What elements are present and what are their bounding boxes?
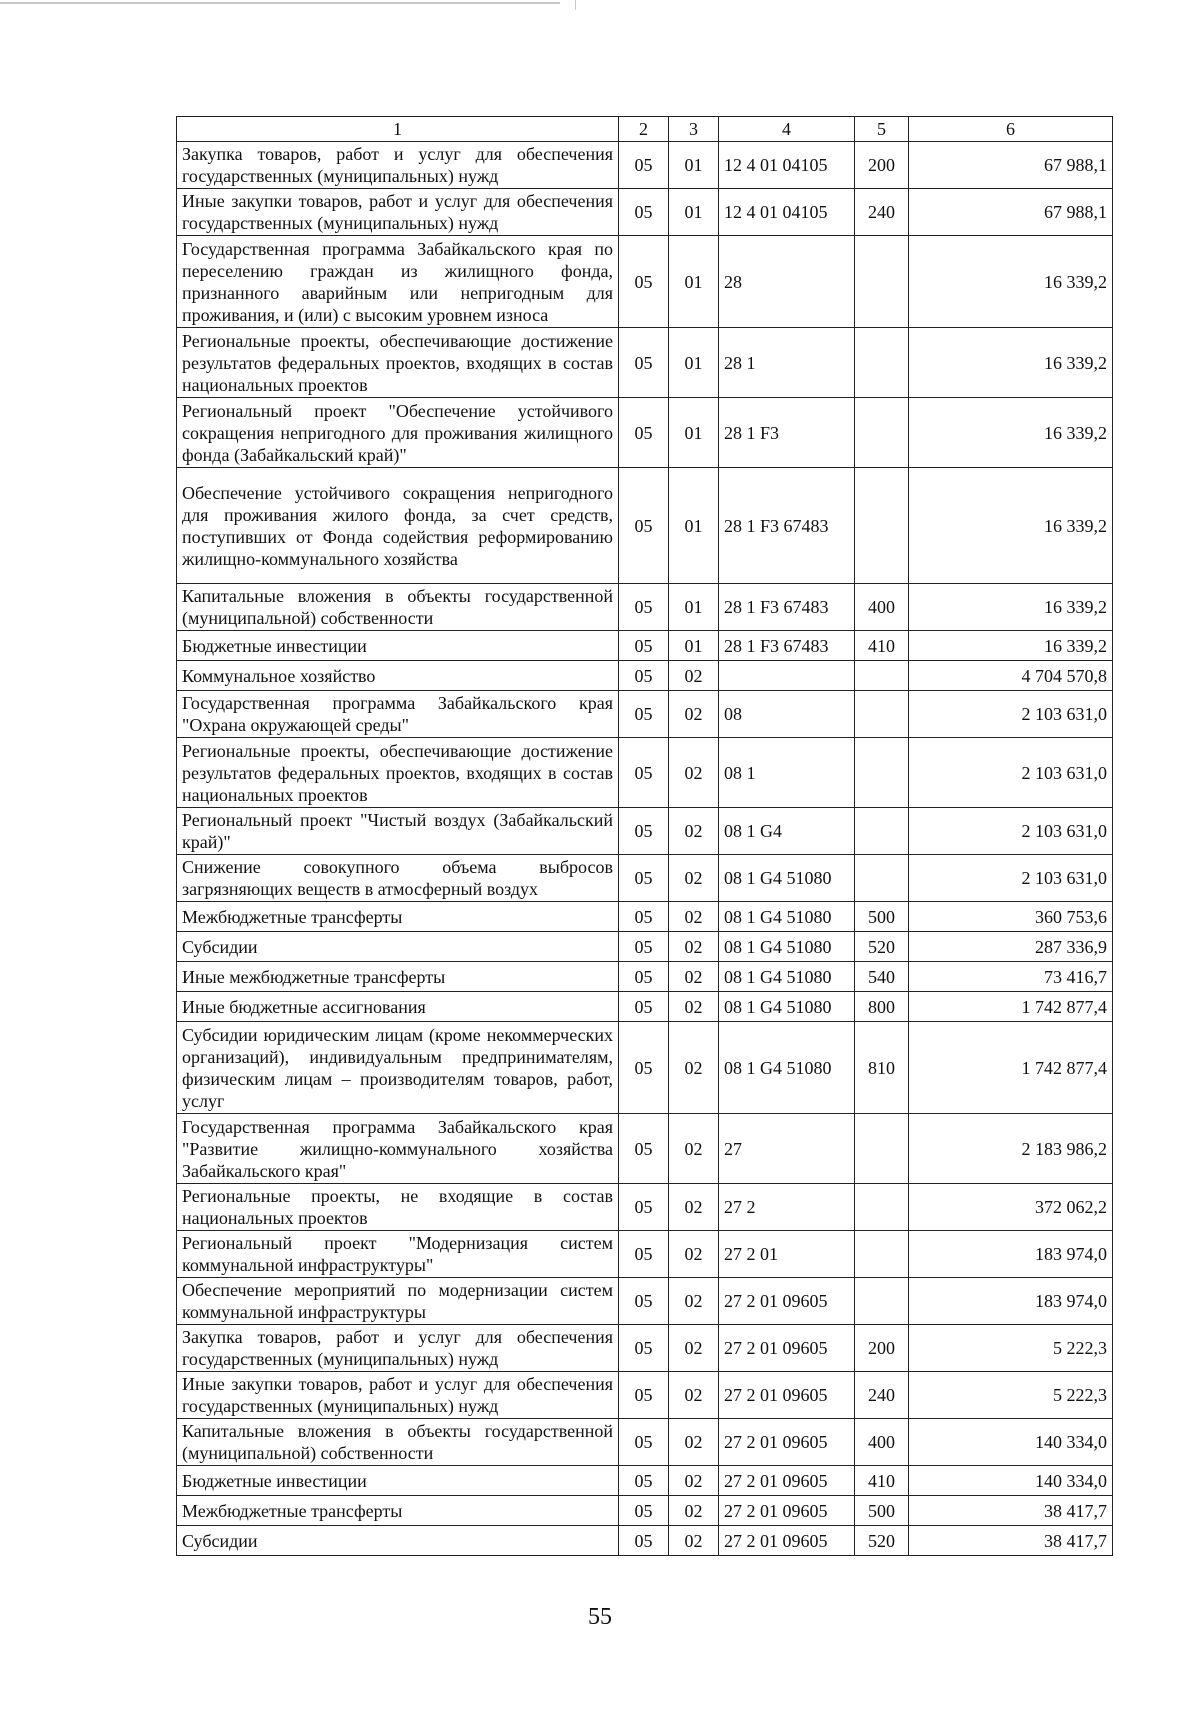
row-target-article-cell: 27 2 01 09605 xyxy=(719,1325,855,1372)
row-section-cell: 05 xyxy=(619,584,669,631)
row-name-cell: Иные межбюджетные трансферты xyxy=(177,962,619,992)
row-subsection-cell: 02 xyxy=(669,992,719,1022)
budget-table-body xyxy=(177,117,1113,1556)
table-row xyxy=(177,142,1113,189)
scan-border-line xyxy=(0,2,560,4)
row-amount-cell: 38 417,7 xyxy=(909,1496,1113,1526)
row-subsection-cell: 02 xyxy=(669,1184,719,1231)
row-subsection-cell: 02 xyxy=(669,1372,719,1419)
row-amount-cell: 2 103 631,0 xyxy=(909,808,1113,855)
row-section-cell: 05 xyxy=(619,1526,669,1556)
row-expense-type-cell: 500 xyxy=(855,1496,909,1526)
page-number: 55 xyxy=(588,1604,612,1630)
row-subsection-cell: 02 xyxy=(669,661,719,691)
row-target-article-cell: 27 2 01 xyxy=(719,1231,855,1278)
header-cell-col2: 2 xyxy=(619,117,669,142)
table-row xyxy=(177,1184,1113,1231)
row-amount-cell: 16 339,2 xyxy=(909,398,1113,468)
row-subsection-cell: 02 xyxy=(669,1466,719,1496)
row-amount-cell: 73 416,7 xyxy=(909,962,1113,992)
row-subsection-cell: 01 xyxy=(669,631,719,661)
row-expense-type-cell: 400 xyxy=(855,1419,909,1466)
row-target-article-cell: 08 1 G4 51080 xyxy=(719,1022,855,1114)
row-expense-type-cell xyxy=(855,661,909,691)
row-target-article-cell: 08 1 G4 51080 xyxy=(719,932,855,962)
row-section-cell: 05 xyxy=(619,1278,669,1325)
row-section-cell: 05 xyxy=(619,962,669,992)
row-expense-type-cell: 500 xyxy=(855,902,909,932)
row-target-article-cell: 08 1 G4 51080 xyxy=(719,855,855,902)
table-row xyxy=(177,661,1113,691)
row-expense-type-cell: 200 xyxy=(855,142,909,189)
row-name-cell: Государственная программа Забайкальского края "Развитие жилищно-коммунального хозяйства Забайкальского края" xyxy=(177,1114,619,1184)
table-row xyxy=(177,992,1113,1022)
budget-table xyxy=(176,116,1113,1556)
row-amount-cell: 16 339,2 xyxy=(909,631,1113,661)
row-subsection-cell: 02 xyxy=(669,691,719,738)
table-row xyxy=(177,631,1113,661)
row-amount-cell: 67 988,1 xyxy=(909,189,1113,236)
row-name-cell: Иные закупки товаров, работ и услуг для обеспечения государственных (муниципальных) нужд xyxy=(177,1372,619,1419)
row-subsection-cell: 01 xyxy=(669,328,719,398)
row-amount-cell: 372 062,2 xyxy=(909,1184,1113,1231)
row-target-article-cell: 27 2 01 09605 xyxy=(719,1526,855,1556)
row-expense-type-cell xyxy=(855,1278,909,1325)
row-target-article-cell: 27 2 01 09605 xyxy=(719,1496,855,1526)
table-row xyxy=(177,328,1113,398)
row-subsection-cell: 02 xyxy=(669,1496,719,1526)
row-section-cell: 05 xyxy=(619,855,669,902)
row-name-cell: Региональные проекты, обеспечивающие достижение результатов федеральных проектов, входящих в состав национальных проектов xyxy=(177,328,619,398)
table-row xyxy=(177,855,1113,902)
table-row xyxy=(177,1496,1113,1526)
row-amount-cell: 183 974,0 xyxy=(909,1278,1113,1325)
row-section-cell: 05 xyxy=(619,189,669,236)
row-amount-cell: 360 753,6 xyxy=(909,902,1113,932)
row-target-article-cell: 28 1 F3 67483 xyxy=(719,468,855,584)
row-target-article-cell: 08 1 G4 xyxy=(719,808,855,855)
row-section-cell: 05 xyxy=(619,1419,669,1466)
table-row xyxy=(177,1325,1113,1372)
header-cell-col3: 3 xyxy=(669,117,719,142)
table-row xyxy=(177,962,1113,992)
table-row xyxy=(177,236,1113,328)
scan-tick-mark xyxy=(575,0,576,10)
row-amount-cell: 67 988,1 xyxy=(909,142,1113,189)
row-subsection-cell: 02 xyxy=(669,962,719,992)
table-row xyxy=(177,1278,1113,1325)
table-header-row xyxy=(177,117,1113,142)
table-row xyxy=(177,808,1113,855)
row-expense-type-cell xyxy=(855,1114,909,1184)
row-section-cell: 05 xyxy=(619,902,669,932)
row-name-cell: Капитальные вложения в объекты государственной (муниципальной) собственности xyxy=(177,1419,619,1466)
row-subsection-cell: 02 xyxy=(669,902,719,932)
row-section-cell: 05 xyxy=(619,992,669,1022)
row-subsection-cell: 02 xyxy=(669,808,719,855)
row-name-cell: Межбюджетные трансферты xyxy=(177,1496,619,1526)
row-target-article-cell: 28 1 xyxy=(719,328,855,398)
row-name-cell: Иные бюджетные ассигнования xyxy=(177,992,619,1022)
row-amount-cell: 2 103 631,0 xyxy=(909,738,1113,808)
row-name-cell: Бюджетные инвестиции xyxy=(177,1466,619,1496)
row-subsection-cell: 02 xyxy=(669,1526,719,1556)
row-name-cell: Региональные проекты, не входящие в состав национальных проектов xyxy=(177,1184,619,1231)
row-expense-type-cell: 410 xyxy=(855,1466,909,1496)
row-section-cell: 05 xyxy=(619,631,669,661)
row-target-article-cell: 08 1 G4 51080 xyxy=(719,902,855,932)
row-section-cell: 05 xyxy=(619,1466,669,1496)
row-section-cell: 05 xyxy=(619,1184,669,1231)
row-expense-type-cell: 400 xyxy=(855,584,909,631)
row-subsection-cell: 01 xyxy=(669,236,719,328)
row-name-cell: Региональный проект "Модернизация систем коммунальной инфраструктуры" xyxy=(177,1231,619,1278)
row-target-article-cell: 12 4 01 04105 xyxy=(719,189,855,236)
row-section-cell: 05 xyxy=(619,691,669,738)
row-amount-cell: 2 103 631,0 xyxy=(909,691,1113,738)
table-row xyxy=(177,1419,1113,1466)
row-section-cell: 05 xyxy=(619,661,669,691)
header-cell-col6: 6 xyxy=(909,117,1113,142)
row-expense-type-cell xyxy=(855,855,909,902)
table-row xyxy=(177,1526,1113,1556)
table-row xyxy=(177,398,1113,468)
row-subsection-cell: 01 xyxy=(669,142,719,189)
row-subsection-cell: 01 xyxy=(669,398,719,468)
row-expense-type-cell: 240 xyxy=(855,1372,909,1419)
row-section-cell: 05 xyxy=(619,932,669,962)
row-name-cell: Закупка товаров, работ и услуг для обеспечения государственных (муниципальных) нужд xyxy=(177,142,619,189)
header-cell-col5: 5 xyxy=(855,117,909,142)
row-amount-cell: 140 334,0 xyxy=(909,1419,1113,1466)
row-amount-cell: 287 336,9 xyxy=(909,932,1113,962)
row-expense-type-cell xyxy=(855,1184,909,1231)
table-row xyxy=(177,1022,1113,1114)
row-amount-cell: 16 339,2 xyxy=(909,468,1113,584)
row-expense-type-cell: 200 xyxy=(855,1325,909,1372)
row-target-article-cell xyxy=(719,661,855,691)
table-row xyxy=(177,932,1113,962)
row-section-cell: 05 xyxy=(619,808,669,855)
row-subsection-cell: 02 xyxy=(669,1325,719,1372)
row-target-article-cell: 28 xyxy=(719,236,855,328)
row-amount-cell: 16 339,2 xyxy=(909,584,1113,631)
table-row xyxy=(177,468,1113,584)
table-row xyxy=(177,584,1113,631)
row-subsection-cell: 02 xyxy=(669,1419,719,1466)
row-amount-cell: 16 339,2 xyxy=(909,328,1113,398)
row-amount-cell: 1 742 877,4 xyxy=(909,992,1113,1022)
row-target-article-cell: 28 1 F3 67483 xyxy=(719,584,855,631)
row-amount-cell: 38 417,7 xyxy=(909,1526,1113,1556)
row-section-cell: 05 xyxy=(619,236,669,328)
row-subsection-cell: 02 xyxy=(669,1278,719,1325)
row-expense-type-cell: 540 xyxy=(855,962,909,992)
row-target-article-cell: 27 2 01 09605 xyxy=(719,1419,855,1466)
row-target-article-cell: 27 2 01 09605 xyxy=(719,1278,855,1325)
row-subsection-cell: 01 xyxy=(669,189,719,236)
row-name-cell: Субсидии xyxy=(177,1526,619,1556)
row-name-cell: Региональный проект "Обеспечение устойчивого сокращения непригодного для проживания жилищного фонда (Забайкальский край)" xyxy=(177,398,619,468)
row-target-article-cell: 08 1 G4 51080 xyxy=(719,992,855,1022)
row-target-article-cell: 27 2 01 09605 xyxy=(719,1466,855,1496)
row-subsection-cell: 02 xyxy=(669,1114,719,1184)
row-name-cell: Государственная программа Забайкальского края по переселению граждан из жилищного фонда, признанного аварийным или непригодным для проживания, и (или) с высоким уровнем износа xyxy=(177,236,619,328)
row-section-cell: 05 xyxy=(619,1022,669,1114)
row-amount-cell: 1 742 877,4 xyxy=(909,1022,1113,1114)
row-target-article-cell: 08 1 G4 51080 xyxy=(719,962,855,992)
row-name-cell: Закупка товаров, работ и услуг для обеспечения государственных (муниципальных) нужд xyxy=(177,1325,619,1372)
row-amount-cell: 183 974,0 xyxy=(909,1231,1113,1278)
row-expense-type-cell xyxy=(855,1231,909,1278)
row-section-cell: 05 xyxy=(619,1231,669,1278)
row-name-cell: Обеспечение устойчивого сокращения непригодного для проживания жилого фонда, за счет средств, поступивших от Фонда содействия реформированию жилищно-коммунального хозяйства xyxy=(177,468,619,584)
table-row xyxy=(177,902,1113,932)
row-subsection-cell: 02 xyxy=(669,1022,719,1114)
row-target-article-cell: 12 4 01 04105 xyxy=(719,142,855,189)
row-subsection-cell: 01 xyxy=(669,584,719,631)
row-amount-cell: 4 704 570,8 xyxy=(909,661,1113,691)
header-cell-col1: 1 xyxy=(177,117,619,142)
row-section-cell: 05 xyxy=(619,1496,669,1526)
row-name-cell: Межбюджетные трансферты xyxy=(177,902,619,932)
row-amount-cell: 5 222,3 xyxy=(909,1372,1113,1419)
row-name-cell: Субсидии xyxy=(177,932,619,962)
table-row xyxy=(177,691,1113,738)
table-row xyxy=(177,1372,1113,1419)
row-amount-cell: 2 103 631,0 xyxy=(909,855,1113,902)
row-name-cell: Государственная программа Забайкальского края "Охрана окружающей среды" xyxy=(177,691,619,738)
row-section-cell: 05 xyxy=(619,1325,669,1372)
row-subsection-cell: 02 xyxy=(669,855,719,902)
row-section-cell: 05 xyxy=(619,468,669,584)
row-expense-type-cell xyxy=(855,398,909,468)
row-name-cell: Обеспечение мероприятий по модернизации систем коммунальной инфраструктуры xyxy=(177,1278,619,1325)
row-section-cell: 05 xyxy=(619,142,669,189)
row-name-cell: Региональный проект "Чистый воздух (Забайкальский край)" xyxy=(177,808,619,855)
row-subsection-cell: 02 xyxy=(669,1231,719,1278)
row-target-article-cell: 08 1 xyxy=(719,738,855,808)
row-section-cell: 05 xyxy=(619,398,669,468)
table-row xyxy=(177,189,1113,236)
row-subsection-cell: 02 xyxy=(669,932,719,962)
row-amount-cell: 16 339,2 xyxy=(909,236,1113,328)
row-name-cell: Субсидии юридическим лицам (кроме некоммерческих организаций), индивидуальным предпринимателям, физическим лицам – производителям товаров, работ, услуг xyxy=(177,1022,619,1114)
row-amount-cell: 5 222,3 xyxy=(909,1325,1113,1372)
table-row xyxy=(177,738,1113,808)
row-amount-cell: 140 334,0 xyxy=(909,1466,1113,1496)
header-cell-col4: 4 xyxy=(719,117,855,142)
row-target-article-cell: 28 1 F3 67483 xyxy=(719,631,855,661)
row-expense-type-cell xyxy=(855,468,909,584)
table-row xyxy=(177,1466,1113,1496)
table-row xyxy=(177,1231,1113,1278)
row-amount-cell: 2 183 986,2 xyxy=(909,1114,1113,1184)
row-expense-type-cell: 520 xyxy=(855,1526,909,1556)
row-expense-type-cell: 800 xyxy=(855,992,909,1022)
row-target-article-cell: 27 2 xyxy=(719,1184,855,1231)
row-subsection-cell: 01 xyxy=(669,468,719,584)
row-target-article-cell: 08 xyxy=(719,691,855,738)
row-expense-type-cell xyxy=(855,738,909,808)
row-name-cell: Снижение совокупного объема выбросов загрязняющих веществ в атмосферный воздух xyxy=(177,855,619,902)
row-expense-type-cell: 410 xyxy=(855,631,909,661)
row-expense-type-cell xyxy=(855,328,909,398)
row-section-cell: 05 xyxy=(619,1372,669,1419)
row-name-cell: Региональные проекты, обеспечивающие достижение результатов федеральных проектов, входящих в состав национальных проектов xyxy=(177,738,619,808)
row-target-article-cell: 27 xyxy=(719,1114,855,1184)
row-expense-type-cell xyxy=(855,236,909,328)
row-expense-type-cell xyxy=(855,691,909,738)
row-name-cell: Бюджетные инвестиции xyxy=(177,631,619,661)
row-name-cell: Капитальные вложения в объекты государственной (муниципальной) собственности xyxy=(177,584,619,631)
row-expense-type-cell: 520 xyxy=(855,932,909,962)
row-expense-type-cell: 810 xyxy=(855,1022,909,1114)
row-name-cell: Иные закупки товаров, работ и услуг для обеспечения государственных (муниципальных) нужд xyxy=(177,189,619,236)
table-row xyxy=(177,1114,1113,1184)
row-section-cell: 05 xyxy=(619,738,669,808)
row-section-cell: 05 xyxy=(619,328,669,398)
row-name-cell: Коммунальное хозяйство xyxy=(177,661,619,691)
row-target-article-cell: 28 1 F3 xyxy=(719,398,855,468)
row-expense-type-cell xyxy=(855,808,909,855)
row-subsection-cell: 02 xyxy=(669,738,719,808)
row-section-cell: 05 xyxy=(619,1114,669,1184)
row-target-article-cell: 27 2 01 09605 xyxy=(719,1372,855,1419)
row-expense-type-cell: 240 xyxy=(855,189,909,236)
